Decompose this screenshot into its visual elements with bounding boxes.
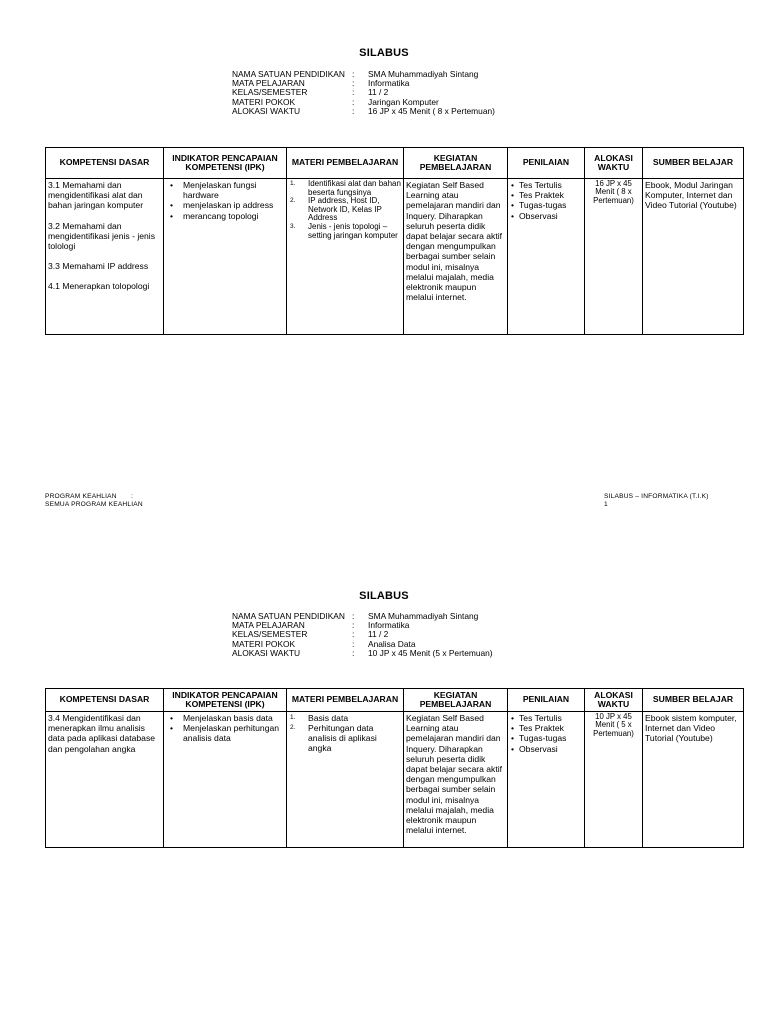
meta-value: 11 / 2: [368, 629, 389, 640]
meta-separator: :: [352, 69, 355, 79]
sumber-text: Ebook sistem komputer, Internet dan Video Tutorial (Youtube): [645, 713, 737, 744]
footer-program-label: PROGRAM KEAHLIAN :: [45, 493, 133, 500]
meta-label: NAMA SATUAN PENDIDIKAN: [232, 69, 345, 79]
meta-separator: :: [352, 611, 355, 621]
cell-indikator: [164, 712, 287, 848]
penilaian-list: [510, 180, 582, 221]
syllabus-table: [45, 147, 744, 335]
materi-text: Identifikasi alat dan bahan beserta fungsinya: [308, 179, 401, 197]
meta-separator: :: [352, 78, 355, 89]
cell-kegiatan: [404, 179, 508, 335]
ipk-item: • merancang topologi: [183, 211, 284, 221]
syllabus-meta: [232, 70, 495, 116]
materi-text: Jenis - jenis topologi – setting jaringan komputer: [308, 221, 398, 240]
meta-value: Jaringan Komputer: [368, 96, 439, 107]
cell-materi: [287, 179, 404, 335]
header-sumber: SUMBER BELAJAR: [643, 148, 744, 179]
materi-number: 3.: [290, 222, 296, 230]
meta-label: ALOKASI WAKTU: [232, 647, 301, 658]
meta-value: SMA Muhammadiyah Sintang: [368, 69, 479, 79]
penilaian-item: • Tes Tertulis: [519, 713, 582, 723]
table-header-row: [46, 689, 744, 712]
materi-item: [290, 196, 401, 223]
meta-separator: :: [352, 87, 355, 98]
meta-value: Informatika: [368, 78, 410, 89]
cell-kompetensi-dasar: [46, 712, 164, 848]
alokasi-text: 16 JP x 45 Menit ( 8 x Pertemuan): [593, 179, 634, 205]
header-indikator: INDIKATOR PENCAPAIAN KOMPETENSI (IPK): [164, 148, 287, 179]
penilaian-item: • Tugas-tugas: [519, 733, 582, 743]
kd-item: 3.4 Mengidentifikasi dan menerapkan ilmu analisis data pada aplikasi database dan pengolahan angka: [48, 713, 156, 754]
header-kegiatan: KEGIATAN PEMBELAJARAN: [404, 689, 508, 712]
ipk-item: • Menjelaskan basis data: [183, 713, 284, 723]
cell-materi: [287, 712, 404, 848]
meta-value: 11 / 2: [368, 87, 389, 98]
page-number: 1: [604, 500, 608, 508]
materi-item: [290, 221, 401, 240]
materi-number: 1.: [290, 180, 296, 187]
penilaian-item: • Observasi: [519, 744, 582, 754]
meta-label: MATERI POKOK: [232, 638, 296, 649]
meta-row: [232, 649, 493, 658]
header-materi: MATERI PEMBELAJARAN: [287, 148, 404, 179]
penilaian-item: • Tes Praktek: [519, 723, 582, 733]
header-kompetensi-dasar: KOMPETENSI DASAR: [46, 148, 164, 179]
materi-list: [289, 713, 401, 753]
table-row: [46, 179, 744, 335]
penilaian-item: • Tes Praktek: [519, 190, 582, 200]
materi-text: IP address, Host ID, Network ID, Kelas IP Address: [308, 196, 382, 223]
meta-value: 16 JP x 45 Menit ( 8 x Pertemuan): [368, 105, 495, 116]
header-penilaian: PENILAIAN: [508, 689, 585, 712]
meta-separator: :: [352, 105, 355, 116]
ipk-list: [166, 713, 284, 744]
cell-indikator: [164, 179, 287, 335]
materi-number: 1.: [290, 714, 296, 721]
header-sumber: SUMBER BELAJAR: [643, 689, 744, 712]
meta-label: MATA PELAJARAN: [232, 620, 305, 631]
materi-number: 2.: [290, 197, 296, 205]
footer-right: [604, 493, 709, 508]
penilaian-list: [510, 713, 582, 754]
syllabus-meta: [232, 612, 493, 658]
meta-separator: :: [352, 620, 355, 631]
kegiatan-text: Kegiatan Self Based Learning atau pemelajaran mandiri dan Inquery. Diharapkan seluruh peserta didik dapat belajar secara aktif dengan mengumpulkan berbagai sumber selain modul ini, misalnya melalui majalah, media elektronik maupun melalui internet.: [406, 713, 503, 836]
cell-sumber: [643, 712, 744, 848]
sumber-text: Ebook, Modul Jaringan Komputer, Internet dan Video Tutorial (Youtube): [645, 180, 737, 211]
ipk-item: • Menjelaskan perhitungan analisis data: [183, 723, 284, 743]
header-materi: MATERI PEMBELAJARAN: [287, 689, 404, 712]
materi-item: [290, 723, 401, 753]
cell-kompetensi-dasar: [46, 179, 164, 335]
footer-program-value: SEMUA PROGRAM KEAHLIAN: [45, 500, 143, 508]
cell-sumber: [643, 179, 744, 335]
alokasi-text: 10 JP x 45 Menit ( 5 x Pertemuan): [593, 712, 634, 738]
meta-value: Informatika: [368, 620, 410, 631]
table-row: [46, 712, 744, 848]
header-alokasi: ALOKASI WAKTU: [585, 689, 643, 712]
penilaian-item: • Tugas-tugas: [519, 200, 582, 210]
meta-label: MATERI POKOK: [232, 96, 296, 107]
meta-value: 10 JP x 45 Menit (5 x Pertemuan): [368, 647, 493, 658]
ipk-item: • Menjelaskan fungsi hardware: [183, 180, 284, 200]
header-kegiatan: KEGIATAN PEMBELAJARAN: [404, 148, 508, 179]
meta-separator: :: [352, 96, 355, 107]
page-title: SILABUS: [359, 47, 409, 59]
kd-item: 3.1 Memahami dan mengidentifikasi alat dan bahan jaringan komputer: [48, 180, 144, 211]
header-indikator: INDIKATOR PENCAPAIAN KOMPETENSI (IPK): [164, 689, 287, 712]
materi-number: 2.: [290, 724, 296, 731]
table-header-row: [46, 148, 744, 179]
materi-item: [290, 713, 401, 723]
meta-value: Analisa Data: [368, 638, 416, 649]
penilaian-item: • Observasi: [519, 211, 582, 221]
meta-label: KELAS/SEMESTER: [232, 629, 308, 640]
materi-text: Perhitungan data analisis di aplikasi angka: [308, 723, 377, 753]
meta-separator: :: [352, 629, 355, 640]
cell-alokasi: [585, 712, 643, 848]
header-kompetensi-dasar: KOMPETENSI DASAR: [46, 689, 164, 712]
cell-penilaian: [508, 712, 585, 848]
materi-text: Basis data: [308, 713, 349, 723]
header-alokasi: ALOKASI WAKTU: [585, 148, 643, 179]
footer-left: [45, 493, 143, 508]
page-title: SILABUS: [359, 590, 409, 602]
kd-item: 3.2 Memahami dan mengidentifikasi jenis - jenis tolologi: [48, 220, 155, 252]
meta-value: SMA Muhammadiyah Sintang: [368, 611, 479, 621]
cell-penilaian: [508, 179, 585, 335]
meta-separator: :: [352, 638, 355, 649]
materi-list: [289, 180, 401, 240]
meta-label: ALOKASI WAKTU: [232, 105, 301, 116]
kd-item: 3.3 Memahami IP address: [48, 261, 149, 272]
meta-separator: :: [352, 647, 355, 658]
syllabus-table: [45, 688, 744, 848]
meta-row: [232, 107, 495, 116]
meta-label: MATA PELAJARAN: [232, 78, 305, 89]
cell-kegiatan: [404, 712, 508, 848]
materi-item: [290, 179, 401, 197]
kegiatan-text: Kegiatan Self Based Learning atau pemelajaran mandiri dan Inquery. Diharapkan seluruh peserta didik dapat belajar secara aktif dengan mengumpulkan berbagai sumber selain modul ini, misalnya melalui majalah, media elektronik maupun melalui internet.: [406, 180, 503, 303]
kd-item: 4.1 Menerapkan tolopologi: [48, 281, 150, 292]
meta-label: KELAS/SEMESTER: [232, 87, 308, 98]
ipk-item: • menjelaskan ip address: [183, 200, 284, 210]
footer-document-title: SILABUS – INFORMATIKA (T.I.K): [604, 493, 709, 500]
header-penilaian: PENILAIAN: [508, 148, 585, 179]
meta-label: NAMA SATUAN PENDIDIKAN: [232, 611, 345, 621]
ipk-list: [166, 180, 284, 221]
cell-alokasi: [585, 179, 643, 335]
penilaian-item: • Tes Tertulis: [519, 180, 582, 190]
